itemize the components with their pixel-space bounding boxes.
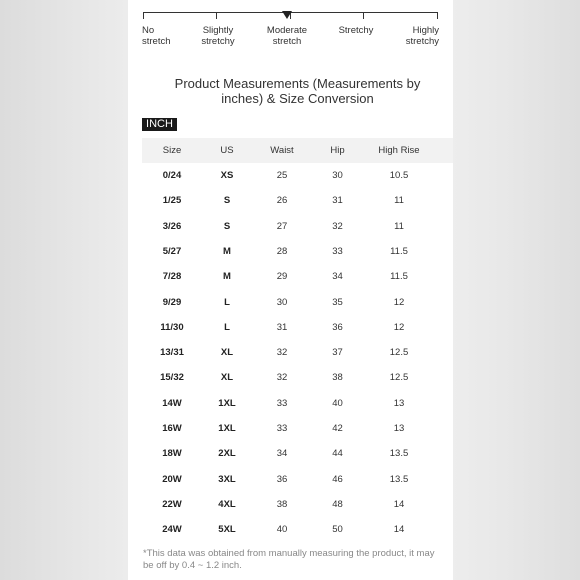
cell-waist: 31 [276, 321, 288, 333]
cell-waist: 32 [276, 347, 288, 359]
cell-size: 9/29 [162, 296, 182, 308]
cell-us: 4XL [218, 498, 236, 510]
cell-hip: 34 [332, 271, 343, 283]
cell-size: 15/32 [160, 372, 184, 384]
header-us: US [220, 145, 234, 156]
cell-size: 7/28 [162, 271, 182, 283]
cell-high-rise: 12 [393, 321, 405, 333]
cell-hip: 38 [332, 372, 343, 384]
cell-hip: 42 [332, 423, 343, 434]
cell-hip: 30 [332, 170, 343, 181]
cell-waist: 26 [276, 195, 288, 207]
cell-high-rise: 14 [393, 524, 405, 536]
cell-us: M [223, 271, 231, 283]
cell-high-rise: 12 [393, 296, 405, 308]
cell-us: 3XL [218, 473, 236, 485]
stretch-tick [216, 12, 217, 19]
table-row [142, 517, 453, 542]
cell-us: XS [220, 170, 234, 181]
cell-high-rise: 13.5 [389, 473, 409, 485]
stretch-label-highly: Highly stretchy [405, 25, 439, 47]
cell-hip: 48 [332, 498, 343, 510]
stretch-tick [143, 12, 144, 19]
cell-waist: 36 [276, 473, 288, 485]
cell-waist: 29 [276, 271, 288, 283]
table-row [142, 391, 453, 416]
cell-high-rise: 11.5 [390, 245, 408, 257]
cell-high-rise: 11.5 [390, 271, 408, 283]
table-row [142, 264, 453, 289]
cell-high-rise: 14 [393, 498, 405, 510]
table-row [142, 340, 453, 365]
unit-badge: INCH [142, 118, 177, 131]
cell-size: 0/24 [162, 170, 182, 181]
cell-size: 22W [162, 498, 182, 510]
cell-us: XL [220, 347, 234, 359]
cell-hip: 33 [332, 245, 343, 257]
cell-waist: 40 [276, 524, 288, 536]
table-row [142, 290, 453, 315]
cell-size: 13/31 [160, 347, 184, 359]
cell-us: S [223, 220, 231, 232]
stretch-label-no: No stretch [142, 25, 171, 47]
cell-waist: 34 [276, 448, 288, 460]
stretch-label-slightly: Slightly stretchy [201, 25, 235, 47]
table-row [142, 315, 453, 340]
cell-high-rise: 12.5 [389, 347, 409, 359]
cell-size: 16W [162, 423, 182, 434]
table-header [142, 138, 453, 163]
cell-hip: 44 [332, 448, 343, 460]
page-title: Product Measurements (Measurements by inches) & Size Conversion [174, 76, 421, 106]
cell-high-rise: 11 [394, 195, 404, 207]
cell-us: 1XL [218, 397, 236, 409]
table-row [142, 416, 453, 441]
cell-size: 11/30 [160, 321, 184, 333]
cell-high-rise: 13 [393, 423, 405, 434]
stretch-marker-icon [282, 11, 292, 19]
table-row [142, 163, 453, 188]
table-row [142, 239, 453, 264]
stretch-tick [437, 12, 438, 19]
cell-hip: 40 [332, 397, 343, 409]
cell-us: 2XL [218, 448, 236, 460]
cell-hip: 36 [332, 321, 343, 333]
cell-high-rise: 10.5 [389, 170, 409, 181]
cell-high-rise: 13.5 [389, 448, 409, 460]
table-row [142, 492, 453, 517]
table-row [142, 188, 453, 213]
cell-hip: 32 [332, 220, 343, 232]
header-hip: Hip [330, 145, 345, 156]
cell-waist: 25 [276, 170, 288, 181]
cell-waist: 30 [276, 296, 288, 308]
cell-us: 1XL [218, 423, 236, 434]
table-row [142, 441, 453, 466]
header-waist: Waist [270, 145, 294, 156]
cell-size: 5/27 [162, 245, 182, 257]
cell-size: 1/25 [162, 195, 182, 207]
cell-waist: 27 [276, 220, 288, 232]
cell-hip: 37 [332, 347, 343, 359]
cell-waist: 32 [276, 372, 288, 384]
cell-waist: 28 [276, 245, 288, 257]
table-row [142, 467, 453, 492]
background-left [0, 0, 128, 580]
cell-waist: 38 [276, 498, 288, 510]
stretch-label-stretchy: Stretchy [338, 25, 374, 36]
cell-hip: 50 [332, 524, 343, 536]
table-row [142, 365, 453, 390]
cell-us: 5XL [218, 524, 236, 536]
cell-us: L [224, 296, 230, 308]
cell-waist: 33 [276, 397, 288, 409]
cell-size: 20W [162, 473, 182, 485]
background-right [452, 0, 580, 580]
header-high-rise: High Rise [378, 145, 420, 156]
cell-hip: 46 [332, 473, 343, 485]
cell-high-rise: 12.5 [389, 372, 409, 384]
cell-us: S [223, 195, 231, 207]
cell-size: 3/26 [162, 220, 182, 232]
cell-size: 18W [162, 448, 182, 460]
table-row [142, 214, 453, 239]
cell-size: 24W [162, 524, 182, 536]
cell-size: 14W [162, 397, 182, 409]
cell-us: XL [220, 372, 234, 384]
cell-high-rise: 11 [394, 220, 404, 232]
stretch-label-moderate: Moderate stretch [266, 25, 308, 47]
cell-high-rise: 13 [393, 397, 405, 409]
cell-hip: 35 [332, 296, 343, 308]
cell-hip: 31 [332, 195, 343, 207]
header-size: Size [162, 145, 182, 156]
cell-us: L [224, 321, 230, 333]
stretch-tick [363, 12, 364, 19]
footnote: *This data was obtained from manually measuring the product, it may be off by 0.4 ~ 1.2 inch. [143, 548, 435, 571]
cell-waist: 33 [276, 423, 288, 434]
cell-us: M [223, 245, 231, 257]
